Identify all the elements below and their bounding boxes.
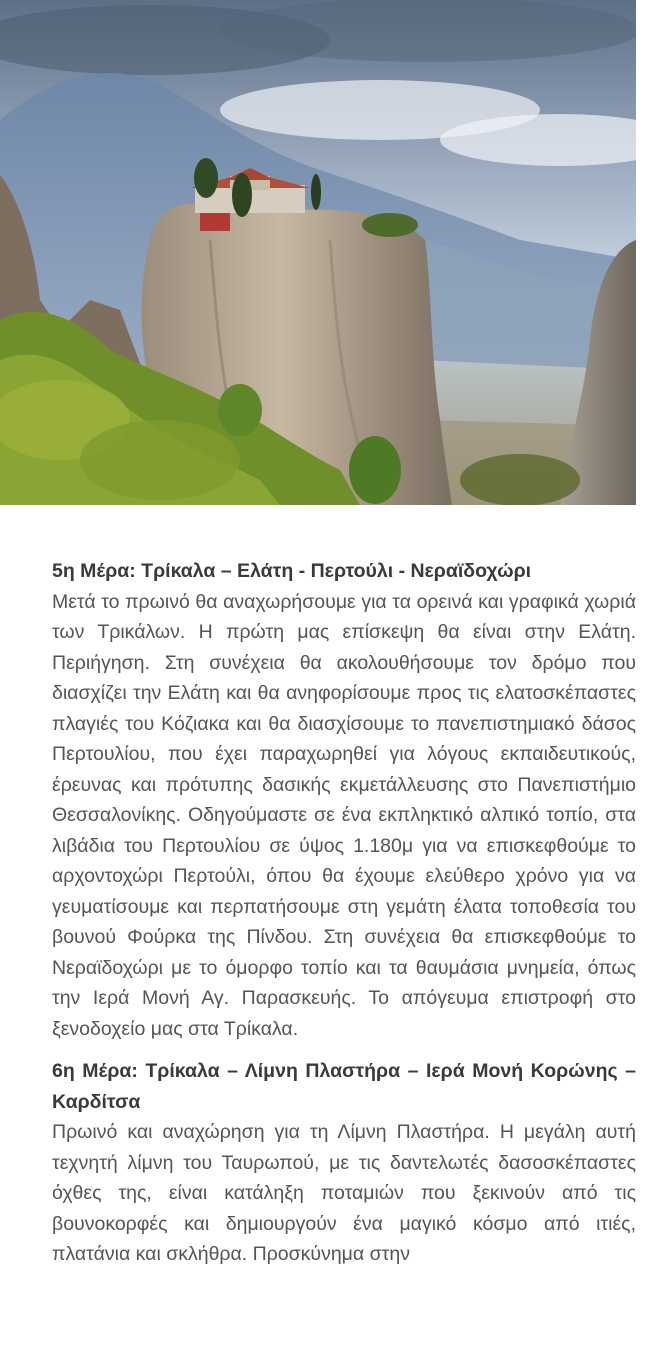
- day-description: Πρωινό και αναχώρηση για τη Λίμνη Πλαστήρα. Η μεγάλη αυτή τεχνητή λίμνη του Ταυρωπού, με τις δαντελωτές δασοσκέπαστες όχθες της, είναι κατάληξη ποταμιών που ξεκινούν από τις βουνοκορφές και δημιουργούν ένα μαγικό κόσμο από ιτιές, πλατάνια και σκλήθρα. Προσκύνημα στην: [52, 1121, 636, 1265]
- day-section-6: [52, 1056, 636, 1270]
- day-title: 6η Μέρα: Τρίκαλα – Λίμνη Πλαστήρα – Ιερά Μονή Κορώνης – Καρδίτσα: [52, 1060, 636, 1113]
- day-section-5: [52, 556, 636, 1044]
- day-description: Μετά το πρωινό θα αναχωρήσουμε για τα ορεινά και γραφικά χωριά των Τρικάλων. Η πρώτη μας επίσκεψη θα είναι στην Ελάτη. Περιήγηση. Στη συνέχεια θα ακολουθήσουμε τον δρόμο που διασχίζει την Ελάτη και θα ανηφορίσουμε προς τις ελατοσκέπαστες πλαγιές του Κόζιακα και θα διασχίσουμε το πανεπιστημιακό δάσος Περτουλίου, που έχει παραχωρηθεί για λόγους εκπαιδευτικούς, έρευνας και πρότυπης δασικής εκμετάλλευσης στο Πανεπιστήμιο Θεσσαλονίκης. Οδηγούμαστε σε ένα εκπληκτικό αλπικό τοπίο, στα λιβάδια του Περτουλίου σε ύψος 1.180μ για να επισκεφθούμε το αρχοντοχώρι Περτούλι, όπου θα έχουμε ελεύθερο χρόνο για να γευματίσουμε και περπατήσουμε στη γεμάτη έλατα τοποθεσία του βουνού Φούρκα της Πίνδου. Στη συνέχεια θα επισκεφθούμε το Νεραϊδοχώρι με το όμορφο τοπίο και τα θαυμάσια μνημεία, όπως την Ιερά Μονή Αγ. Παρασκευής. Το απόγευμα επιστροφή στο ξενοδοχείο μας στα Τρίκαλα.: [52, 590, 636, 1040]
- itinerary-content: [52, 556, 636, 1282]
- meteora-landscape-illustration: [0, 0, 636, 505]
- day-title: 5η Μέρα: Τρίκαλα – Ελάτη - Περτούλι - Νεραϊδοχώρι: [52, 560, 532, 582]
- hero-image: [0, 0, 636, 505]
